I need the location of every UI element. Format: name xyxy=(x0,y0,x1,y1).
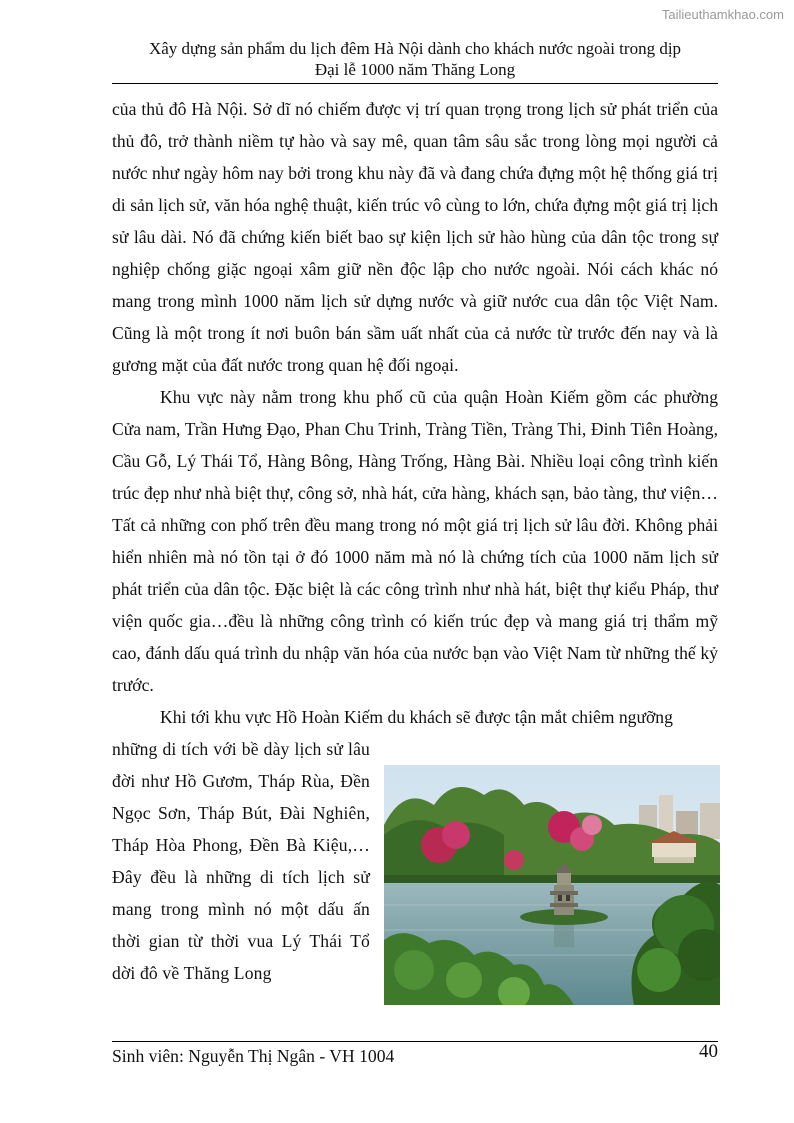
footer-student: Sinh viên: Nguyễn Thị Ngân - VH 1004 xyxy=(112,1046,395,1066)
footer-divider xyxy=(112,1041,718,1042)
watermark-text: Tailieuthamkhao.com xyxy=(661,7,784,22)
running-header xyxy=(112,38,718,80)
header-line-2: Đại lễ 1000 năm Thăng Long xyxy=(314,60,516,79)
page-number: 40 xyxy=(699,1041,718,1062)
hoan-kiem-lake-photo xyxy=(384,765,720,1005)
hoan-kiem-lake-illustration xyxy=(384,765,720,1005)
header-divider xyxy=(112,83,718,84)
paragraph-1: của thủ đô Hà Nội. Sở dĩ nó chiếm được vị trí quan trọng trong lịch sử phát triển của thủ đô, trở thành niềm tự hào và say mê, quan tâm sâu sắc trong lòng mọi người cả nước như ngày hôm nay bởi trong khu này đã và đang chứa đựng một hệ thống giá trị di sản lịch sử, văn hóa nghệ thuật, kiến trúc vô cùng to lớn, chứa đựng một giá trị lịch sử lâu dài. Nó đã chứng kiến biết bao sự kiện lịch sử hào hùng của dân tộc trong sự nghiệp chống giặc ngoại xâm giữ nền độc lập cho nước ngoài. Nói cách khác nó mang trong mình 1000 năm lịch sử dựng nước và giữ nước cua dân tộc Việt Nam. Cũng là một trong ít nơi buôn bán sầm uất nhất của cả nước từ trước đến nay và là gương mặt của đất nước trong quan hệ đối ngoại. xyxy=(112,99,718,375)
paragraph-3-first-line: Khi tới khu vực Hồ Hoàn Kiếm du khách sẽ được tận mắt chiêm ngưỡng xyxy=(160,707,673,727)
paragraph-3-continued: những di tích với bề dày lịch sử lâu đời như Hồ Gươm, Tháp Rùa, Đền Ngọc Sơn, Tháp Bút, Đài Nghiên, Tháp Hòa Phong, Đền Bà Kiệu,… Đây đều là những di tích lịch sử mang trong mình nó một dấu ấn thời gian từ thời vua Lý Thái Tổ dời đô về Thăng Long xyxy=(112,739,370,983)
header-line-1: Xây dựng sản phẩm du lịch đêm Hà Nội dành cho khách nước ngoài trong dịp xyxy=(148,39,682,58)
paragraph-2: Khu vực này nằm trong khu phố cũ của quận Hoàn Kiếm gồm các phường Cửa nam, Trần Hưng Đạo, Phan Chu Trinh, Tràng Tiền, Tràng Thi, Đinh Tiên Hoàng, Cầu Gỗ, Lý Thái Tổ, Hàng Bông, Hàng Trống, Hàng Bài. Nhiều loại công trình kiến trúc đẹp như nhà biệt thự, công sở, nhà hát, cửa hàng, khách sạn, bảo tàng, thư viện…Tất cả những con phố trên đều mang trong nó một giá trị lịch sử lâu đời. Không phải hiển nhiên mà nó tồn tại ở đó 1000 năm mà nó là chứng tích của 1000 năm lịch sử phát triển của dân tộc. Đặc biệt là các công trình như nhà hát, biệt thự kiểu Pháp, thư viện quốc gia…đều là những công trình có kiến trúc đẹp và mang giá trị thẩm mỹ cao, đánh dấu quá trình du nhập văn hóa của nước bạn vào Việt Nam từ những thế kỷ trước. xyxy=(112,387,718,695)
